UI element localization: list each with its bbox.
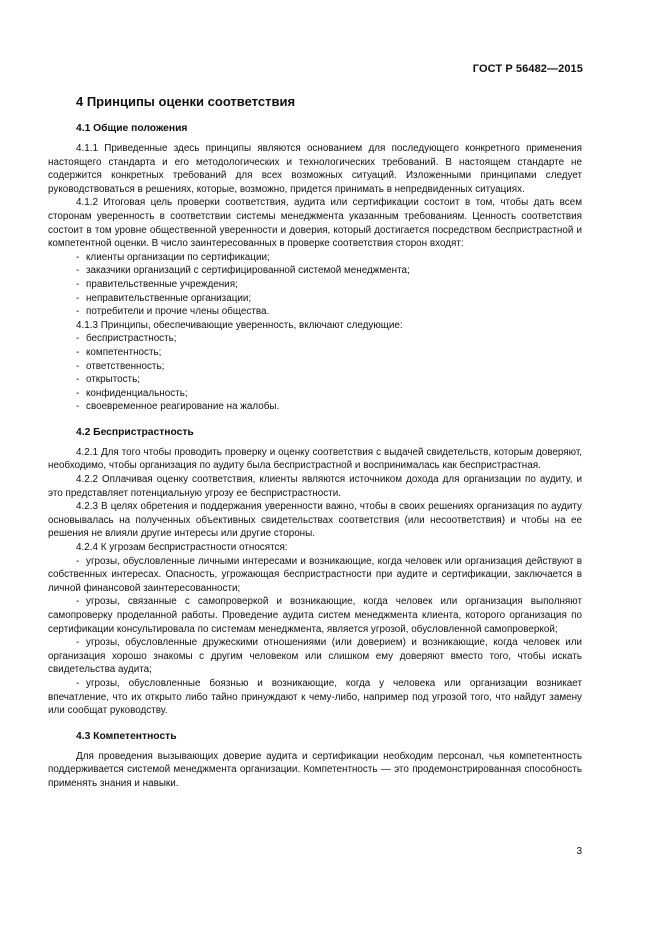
paragraph-4-3: Для проведения вызывающих доверие аудита и сертификации необходим персонал, чья компетентность поддерживается системой менеджмента организации. Компетентность — это продемонстрированная способность применять знания и навыки. (48, 750, 582, 789)
list-item: - угрозы, обусловленные личными интересами и возникающие, когда человек или организация действуют в собственных интересах. Опасность, угрожающая беспристрастности при аудите и сертификации, заключается в личной финансовой заинтересованности; (48, 555, 582, 594)
list-item: - компетентность; (76, 346, 162, 358)
stakeholders-list (48, 251, 582, 319)
paragraph-4-1-1: 4.1.1 Приведенные здесь принципы являются основанием для последующего конкретного применения настоящего стандарта и его методологических и технологических требований. В настоящем стандарте не содержится конкретных требований для всех возможных ситуаций. Изложенными принципами следует руководствоваться в решениях, которые, возможно, придется принимать в непредвиденных ситуациях. (48, 143, 582, 195)
threats-list (48, 555, 582, 718)
subsection-title-competence: 4.3 Компетентность (76, 730, 177, 742)
list-item: - конфиденциальность; (76, 387, 188, 399)
page-body (48, 94, 582, 791)
principles-list (48, 332, 582, 414)
paragraph-4-1-3: 4.1.3 Принципы, обеспечивающие уверенность, включают следующие: (76, 319, 403, 331)
list-item: - угрозы, обусловленные боязнью и возникающие, когда у человека или организации возникает впечатление, что их открыто либо тайно принуждают к чему-либо, например под угрозой того, что найдут замену или сообщат руководству. (48, 677, 582, 717)
list-item: - неправительственные организации; (76, 292, 252, 304)
paragraph-4-2-1: 4.2.1 Для того чтобы проводить проверку и оценку соответствия с выдачей свидетельств, которым доверяют, необходимо, чтобы организация по аудиту была беспристрастной и воспринималась как беспристрастная. (48, 446, 582, 472)
paragraph-4-2-4: 4.2.4 К угрозам беспристрастности относятся: (76, 542, 288, 554)
list-item: - угрозы, связанные с самопроверкой и возникающие, когда человек или организация выполняют самопроверку проделанной работы. Проведение аудита систем менеджмента клиента, которого организация по сертификации консультировала по системам менеджмента, является угрозой, обусловленной самопроверкой; (48, 596, 582, 635)
list-item: - правительственные учреждения; (76, 278, 238, 290)
section-title: 4 Принципы оценки соответствия (76, 94, 296, 109)
page-number: 3 (576, 846, 582, 857)
list-item: - клиенты организации по сертификации; (76, 251, 270, 263)
subsection-title-impartiality: 4.2 Беспристрастность (76, 426, 194, 438)
list-item: - открытость; (76, 374, 140, 386)
list-item: - беспристрастность; (76, 333, 177, 345)
list-item: - потребители и прочие члены общества. (76, 306, 270, 318)
paragraph-4-1-2: 4.1.2 Итоговая цель проверки соответствия, аудита или сертификации состоит в том, чтобы дать всем сторонам уверенность в соответствии системы менеджмента указанным требованиям. Ценность соответствия состоит в том уровне общественной уверенности и доверия, который достигается посредством беспристрастной и компетентной оценки. В число заинтересованных в проверке соответствия сторон входят: (48, 197, 582, 250)
document-header-standard: ГОСТ Р 56482—2015 (472, 63, 583, 75)
list-item: - своевременное реагирование на жалобы. (76, 401, 280, 413)
paragraph-4-2-3: 4.2.3 В целях обретения и поддержания уверенности важно, чтобы в своих решениях организация по аудиту основывалась на полученных объективных свидетельствах соответствия (или несоответствия) и чтобы на ее решения не влияли другие интересы или другие стороны. (48, 501, 582, 540)
subsection-title-general: 4.1 Общие положения (76, 123, 188, 134)
list-item: - ответственность; (76, 360, 165, 372)
list-item: - угрозы, обусловленные дружескими отношениями (или доверием) и возникающие, когда человек или организация хорошо знакомы с другим человеком или слишком ему доверяют вместо того, чтобы искать свидетельства аудита; (48, 637, 582, 676)
list-item: - заказчики организаций с сертифицированной системой менеджмента; (76, 265, 410, 277)
paragraph-4-2-2: 4.2.2 Оплачивая оценку соответствия, клиенты являются источником дохода для организации по аудиту, и это представляет потенциальную угрозу ее беспристрастности. (48, 474, 582, 499)
